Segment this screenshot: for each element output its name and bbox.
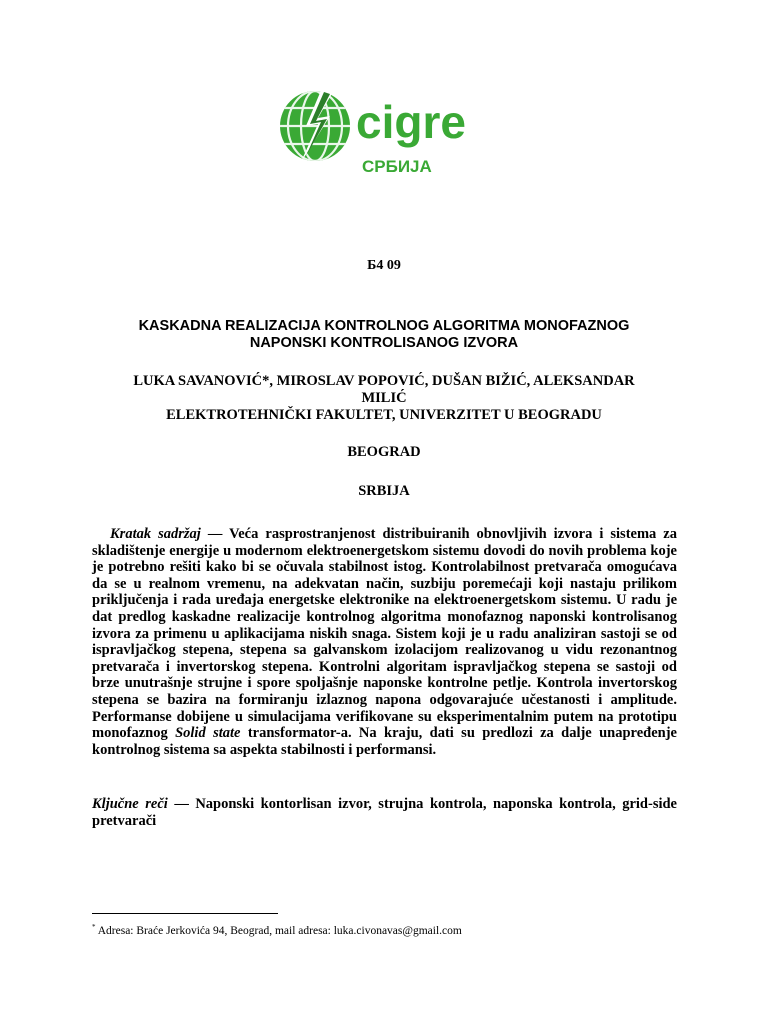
title-line: NAPONSKI KONTROLISANOG IZVORA <box>249 335 519 351</box>
logo-wordmark: cigre <box>356 96 466 148</box>
paper-code: Б4 09 <box>367 258 401 273</box>
cigre-logo <box>278 86 490 178</box>
city: BEOGRAD <box>347 444 421 460</box>
logo-subtitle: СРБИЈА <box>362 157 432 176</box>
affiliation-line: ELEKTROTEHNIČKI FAKULTET, UNIVERZITET U BEOGRADU <box>166 407 602 423</box>
title-line: KASKADNA REALIZACIJA KONTROLNOG ALGORITMA MONOFAZNOG <box>138 318 630 334</box>
keywords-dash: — <box>167 796 196 812</box>
abstract <box>92 526 677 758</box>
footnote-marker: * <box>92 923 96 931</box>
abstract-dash: — <box>200 526 230 542</box>
footnote <box>92 923 462 937</box>
paper-title <box>0 318 768 352</box>
abstract-italic-term: Solid state <box>175 725 241 742</box>
keywords <box>92 796 677 829</box>
abstract-label: Kratak sadržaj <box>110 526 201 542</box>
authors-line: LUKA SAVANOVIĆ*, MIROSLAV POPOVIĆ, DUŠAN BIŽIĆ, ALEKSANDAR <box>133 373 635 389</box>
abstract-text: Veća rasprostranjenost distribuiranih obnovljivih izvora i sistema za skladištenje energije u modernom elektroenergetskom sistemu dovodi do novih problema koje je potrebno rešiti kako bi se očuvala stabilnost istog. Kontrolabilnost pretvarača omogućava da se u realnom vremenu, na adekvatan način, suzbiju poremećaji koji nastaju prilikom priključenja i rada uređaja energetske elektronike na elektroenergetskom sistemu. U radu je dat predlog kaskadne realizacije kontrolnog algoritma monofaznog naponski kontrolisanog izvora za primenu u aplikacijama niskih snaga. Sistem koji je u radu analiziran sastoji se od ispravljačkog stepena, stepena sa galvanskom izolacijom realizovanog u vidu rezonantnog pretvarača i invertorskog stepena. Kontrolni algoritam ispravljačkog stepena se sastoji od brze unutrašnje strujne i spore spoljašnje naponske kontrolne petlje. Kontrola invertorskog stepena se bazira na formiranju izlaznog napona odgovarajuće učestanosti i amplitude. Performanse dobijene u simulacijama verifikovane su eksperimentalnim putem na prototipu monofaznog <box>92 526 677 742</box>
keywords-text: Naponski kontorlisan izvor, strujna kontrola, naponska kontrola, grid-side pretvarači <box>92 796 677 829</box>
keywords-label: Ključne reči <box>92 796 168 812</box>
country: SRBIJA <box>358 483 410 499</box>
globe-lightning-icon <box>278 86 490 178</box>
footnote-rule <box>92 913 278 914</box>
footnote-text: Adresa: Braće Jerkovića 94, Beograd, mail adresa: luka.civonavas@gmail.com <box>95 924 462 937</box>
authors-block <box>100 373 668 424</box>
abstract-text-end: transformator-a. Na kraju, dati su predlozi za dalje unapređenje kontrolnog sistema sa aspekta stabilnosti i performansi. <box>92 725 677 758</box>
authors-line: MILIĆ <box>361 390 407 406</box>
